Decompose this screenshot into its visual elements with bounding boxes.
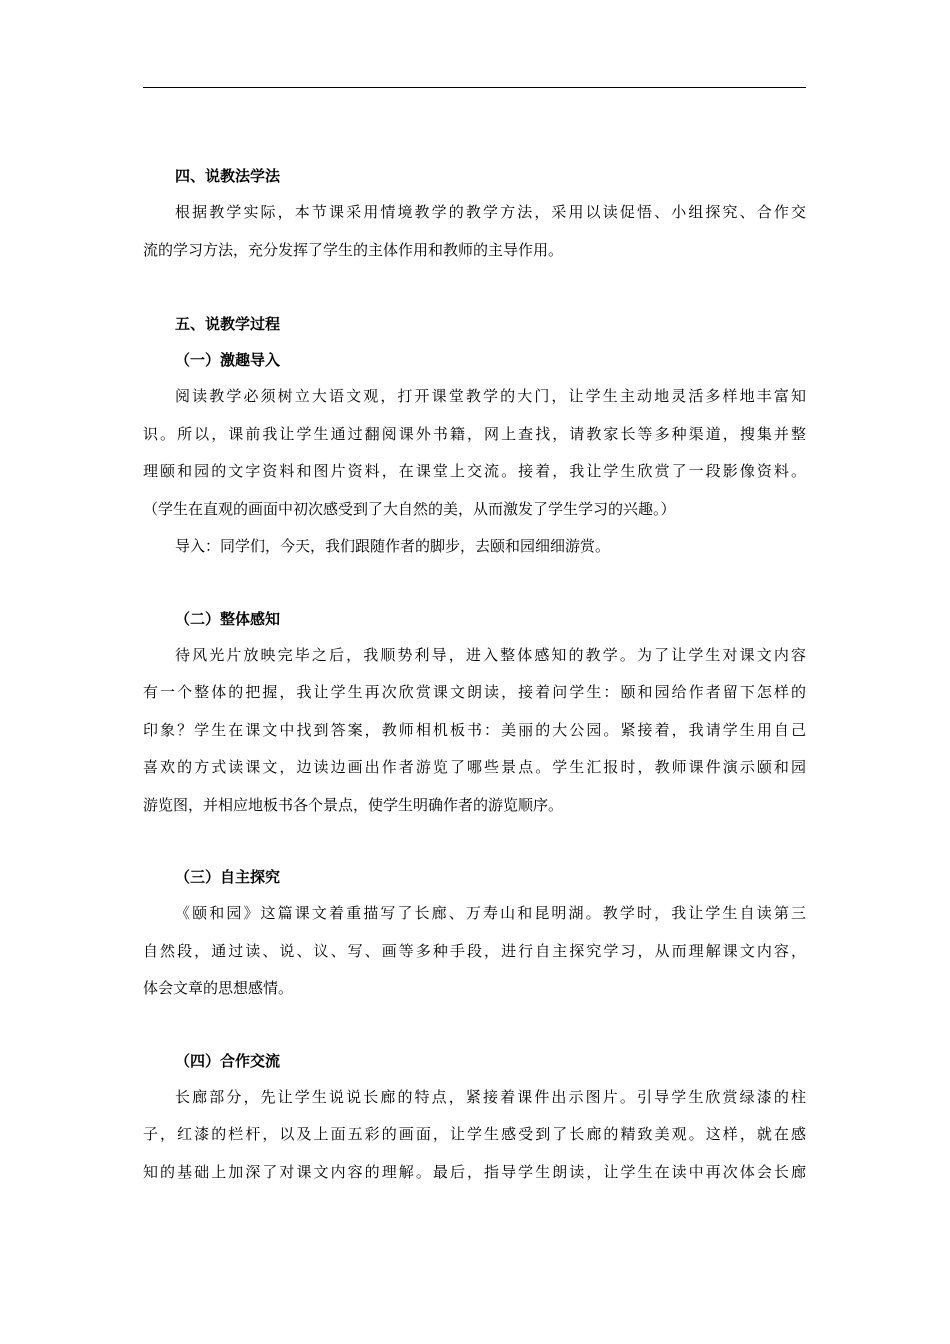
text-line: 有一个整体的把握，我让学生再次欣赏课文朗读，接着问学生：颐和园给作者留下怎样的: [143, 683, 806, 701]
text-line: （学生在直观的画面中初次感受到了大自然的美，从而激发了学生学习的兴趣。）: [143, 499, 676, 518]
text-line: 长廊部分，先让学生说说长廊的特点，紧接着课件出示图片。引导学生欣赏绿漆的柱: [175, 1087, 806, 1106]
text-line: 导入：同学们，今天，我们跟随作者的脚步，去颐和园细细游赏。: [175, 537, 611, 555]
paragraph-teaching-methods: [143, 194, 806, 269]
paragraph-cooperative-exchange: [143, 1079, 806, 1192]
paragraph-motivation-intro: [143, 378, 806, 566]
paragraph-overall-perception: [143, 637, 806, 825]
text-line: 子，红漆的栏杆，以及上面五彩的画面，让学生感受到了长廊的精致美观。这样，就在感: [143, 1125, 806, 1143]
subheading-independent-inquiry: （三）自主探究: [175, 868, 281, 886]
paragraph-independent-inquiry: [143, 895, 806, 1008]
subheading-overall-perception: （二）整体感知: [175, 609, 281, 628]
text-line: 《颐和园》这篇课文着重描写了长廊、万寿山和昆明湖。教学时，我让学生自读第三: [175, 904, 806, 922]
text-line: 理颐和园的文字资料和图片资料，在课堂上交流。接着，我让学生欣赏了一段影像资料。: [143, 462, 806, 480]
text-line: 自然段，通过读、说、议、写、画等多种手段，进行自主探究学习，从而理解课文内容，: [143, 941, 806, 960]
text-line: 喜欢的方式读课文，边读边画出作者游览了哪些景点。学生汇报时，教师课件演示颐和园: [143, 758, 806, 776]
text-line: 阅读教学必须树立大语文观，打开课堂教学的大门，让学生主动地灵活多样地丰富知: [175, 387, 806, 405]
section-heading-teaching-process: 五、说教学过程: [175, 315, 281, 333]
text-line: 知的基础上加深了对课文内容的理解。最后，指导学生朗读，让学生在读中再次体会长廊: [143, 1162, 806, 1181]
document-body: [143, 158, 806, 1191]
text-line: 印象？学生在课文中找到答案，教师相机板书：美丽的大公园。紧接着，我请学生用自己: [143, 720, 806, 739]
text-line: 根据教学实际，本节课采用情境教学的教学方法，采用以读促悟、小组探究、合作交: [175, 203, 806, 221]
text-line: 流的学习方法，充分发挥了学生的主体作用和教师的主导作用。: [143, 240, 564, 259]
header-rule: [143, 87, 806, 88]
section-heading-teaching-methods: 四、说教法学法: [175, 167, 281, 185]
text-line: 体会文章的思想感情。: [143, 979, 294, 997]
text-line: 游览图，并相应地板书各个景点，使学生明确作者的游览顺序。: [143, 795, 564, 814]
text-line: 识。所以，课前我让学生通过翻阅课外书籍，网上查找，请教家长等多种渠道，搜集并整: [143, 424, 806, 443]
subheading-cooperative-exchange: （四）合作交流: [175, 1051, 281, 1070]
subheading-motivation-intro: （一）激趣导入: [175, 351, 281, 369]
text-line: 待风光片放映完毕之后，我顺势利导，进入整体感知的教学。为了让学生对课文内容: [175, 645, 806, 664]
